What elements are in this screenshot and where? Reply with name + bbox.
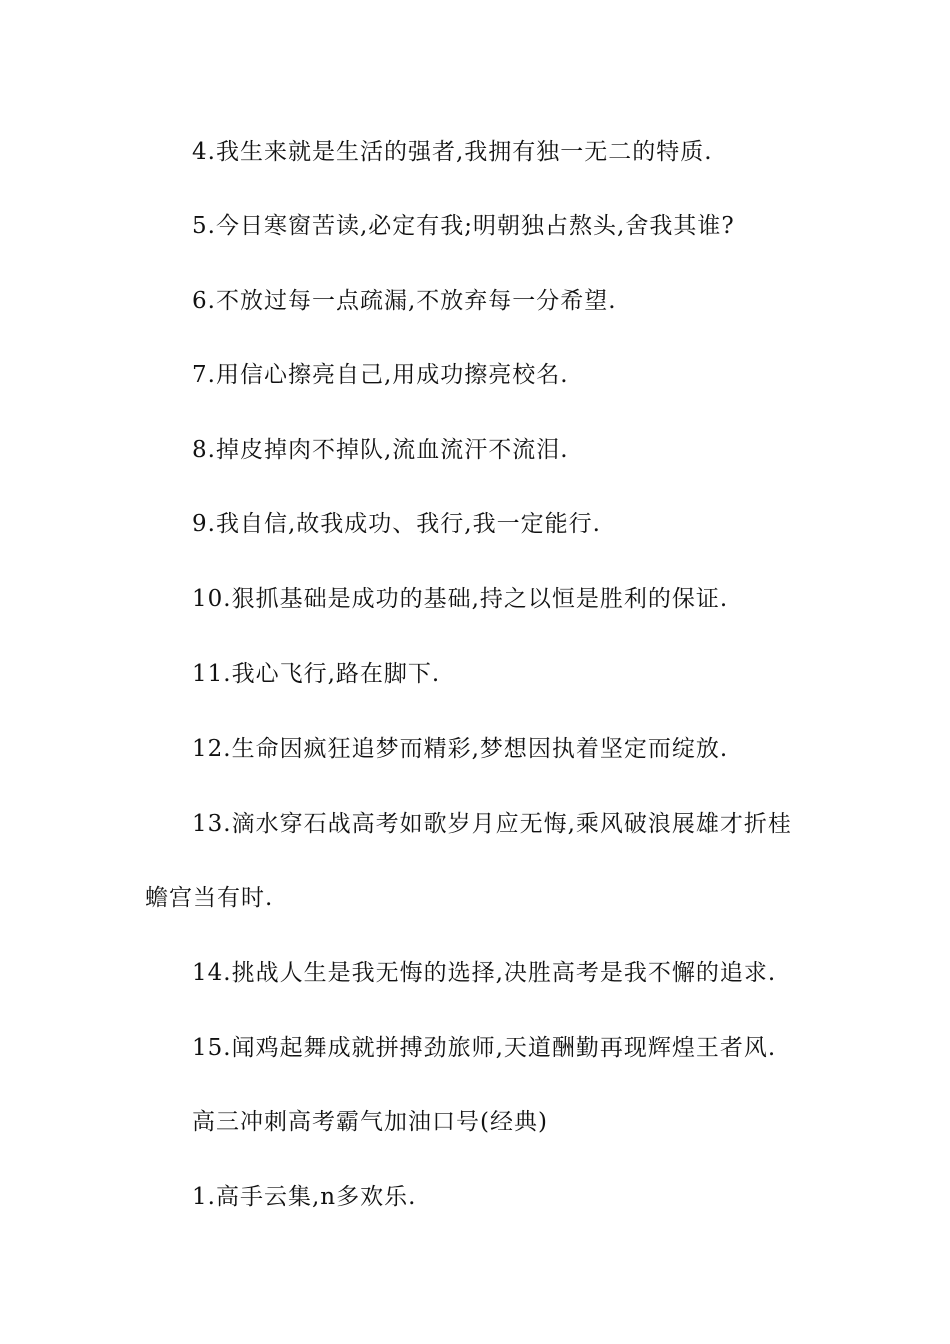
slogan-line-10: 10.狠抓基础是成功的基础,持之以恒是胜利的保证. [192,586,729,612]
slogan-line-5: 5.今日寒窗苦读,必定有我;明朝独占熬头,舍我其谁? [192,213,735,239]
slogan-line-11: 11.我心飞行,路在脚下. [192,661,441,687]
slogan-line-8: 8.掉皮掉肉不掉队,流血流汗不流泪. [192,437,569,463]
section-heading: 高三冲刺高考霸气加油口号(经典) [192,1109,548,1135]
slogan-line-4: 4.我生来就是生活的强者,我拥有独一无二的特质. [192,139,713,165]
slogan-line-15: 15.闻鸡起舞成就拼搏劲旅师,天道酬勤再现辉煌王者风. [192,1035,777,1061]
slogan-line-9: 9.我自信,故我成功、我行,我一定能行. [192,511,601,537]
slogan-line-13-continued: 蟾宫当有时. [145,885,274,911]
slogan-line-1: 1.高手云集,n多欢乐. [192,1184,417,1210]
slogan-line-13: 13.滴水穿石战高考如歌岁月应无悔,乘风破浪展雄才折桂 [192,811,792,837]
slogan-line-7: 7.用信心擦亮自己,用成功擦亮校名. [192,362,569,388]
slogan-line-14: 14.挑战人生是我无悔的选择,决胜高考是我不懈的追求. [192,960,777,986]
slogan-line-12: 12.生命因疯狂追梦而精彩,梦想因执着坚定而绽放. [192,736,729,762]
slogan-line-6: 6.不放过每一点疏漏,不放弃每一分希望. [192,288,617,314]
